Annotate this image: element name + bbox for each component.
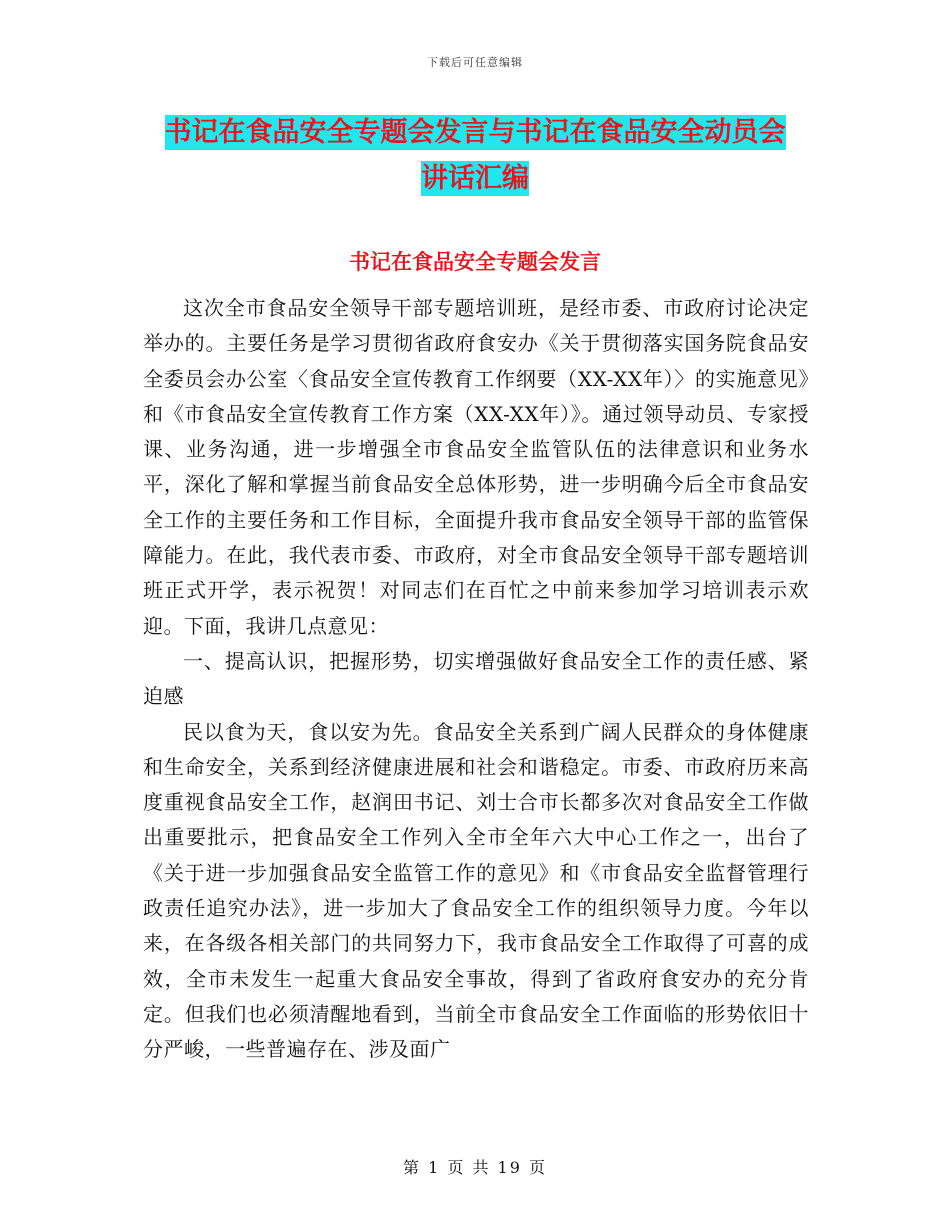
document-body [143,291,809,1068]
document-title-line2: 讲话汇编 [421,163,529,194]
paragraph-heading-one: 一、提高认识，把握形势，切实增强做好食品安全工作的责任感、紧迫感 [143,648,809,709]
document-title [140,110,810,202]
paragraph-body: 民以食为天，食以安为先。食品安全关系到广阔人民群众的身体健康和生命安全，关系到经济健康进展和社会和谐稳定。市委、市政府历来高度重视食品安全工作，赵润田书记、刘士合市长都多次对食品安全工作做出重要批示，把食品安全工作列入全市全年六大中心工作之一，出台了《关于进一步加强食品安全监管工作的意见》和《市食品安全监督管理行政责任追究办法》，进一步加大了食品安全工作的组织领导力度。今年以来，在各级各相关部门的共同努力下，我市食品安全工作取得了可喜的成效，全市未发生一起重大食品安全事故，得到了省政府食安办的充分肯定。但我们也必须清醒地看到，当前全市食品安全工作面临的形势依旧十分严峻，一些普遍存在、涉及面广 [143,719,809,1062]
document-title-line1: 书记在食品安全专题会发言与书记在食品安全动员会 [164,117,786,148]
page-number: 第 1 页 共 19 页 [403,1158,547,1177]
paragraph-intro: 这次全市食品安全领导干部专题培训班，是经市委、市政府讨论决定举办的。主要任务是学习贯彻省政府食安办《关于贯彻落实国务院食品安全委员会办公室〈食品安全宣传教育工作纲要（XX-XX年）〉的实施意见》和《市食品安全宣传教育工作方案（XX-XX年）》。通过领导动员、专家授课、业务沟通，进一步增强全市食品安全监管队伍的法律意识和业务水平，深化了解和掌握当前食品安全总体形势，进一步明确今后全市食品安全工作的主要任务和工作目标，全面提升我市食品安全领导干部的监管保障能力。在此，我代表市委、市政府，对全市食品安全领导干部专题培训班正式开学，表示祝贺！对同志们在百忙之中前来参加学习培训表示欢迎。下面，我讲几点意见： [143,296,809,638]
header-note: 下载后可任意编辑 [427,56,523,69]
section-title: 书记在食品安全专题会发言 [349,249,601,274]
